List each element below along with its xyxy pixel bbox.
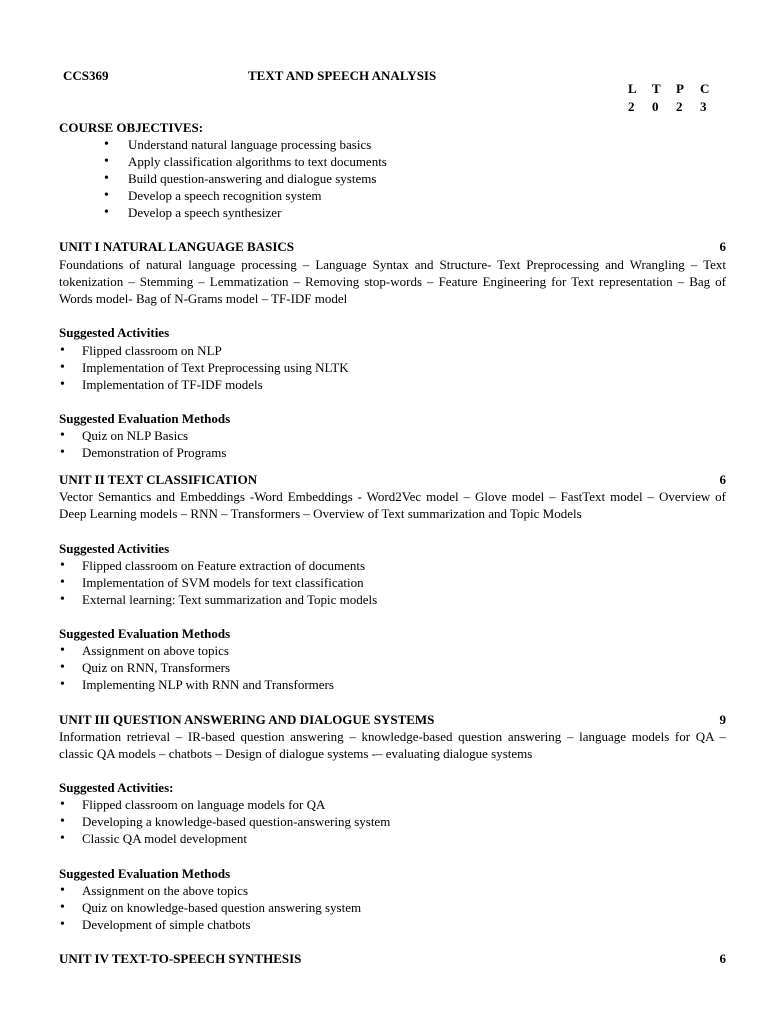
activity-item: • Implementation of SVM models for text classification <box>59 574 377 591</box>
evaluation-item: • Quiz on knowledge-based question answering system <box>59 899 361 916</box>
unit-3-title: UNIT III QUESTION ANSWERING AND DIALOGUE SYSTEMS <box>59 712 435 727</box>
ltpc-values <box>628 98 724 116</box>
course-code: CCS369 <box>63 68 109 83</box>
ltpc-value-c: 3 <box>700 99 707 114</box>
unit-1-activities-heading: Suggested Activities <box>59 325 170 340</box>
unit-4-title: UNIT IV TEXT-TO-SPEECH SYNTHESIS <box>59 951 302 966</box>
objectives-heading: COURSE OBJECTIVES: <box>59 120 204 135</box>
ltpc-value-t: 0 <box>652 99 659 114</box>
ltpc-label-l: L <box>628 81 637 96</box>
activity-item: • Flipped classroom on NLP <box>59 342 349 359</box>
unit-2-hours: 6 <box>719 472 726 487</box>
objectives-list <box>104 136 387 221</box>
objective-item: • Apply classification algorithms to text documents <box>104 153 387 170</box>
activity-item: • Flipped classroom on language models for QA <box>59 796 390 813</box>
activity-item: • Flipped classroom on Feature extraction of documents <box>59 557 377 574</box>
unit-2-evaluation-heading: Suggested Evaluation Methods <box>59 626 231 641</box>
objective-item: • Develop a speech synthesizer <box>104 204 387 221</box>
ltpc-labels <box>628 80 724 98</box>
activity-item: • External learning: Text summarization and Topic models <box>59 591 377 608</box>
unit-2-evaluation-list <box>59 642 334 693</box>
course-title: TEXT AND SPEECH ANALYSIS <box>248 68 437 83</box>
ltpc-label-c: C <box>700 81 710 96</box>
objective-item: • Develop a speech recognition system <box>104 187 387 204</box>
unit-1-hours: 6 <box>719 239 726 254</box>
ltpc-table <box>628 80 724 116</box>
activity-item: • Developing a knowledge-based question-answering system <box>59 813 390 830</box>
unit-3-hours: 9 <box>719 712 726 727</box>
evaluation-item: • Implementing NLP with RNN and Transformers <box>59 676 334 693</box>
evaluation-item: • Development of simple chatbots <box>59 916 361 933</box>
unit-1-evaluation-heading: Suggested Evaluation Methods <box>59 411 231 426</box>
evaluation-item: • Assignment on above topics <box>59 642 334 659</box>
unit-2-title: UNIT II TEXT CLASSIFICATION <box>59 472 258 487</box>
activity-item: • Classic QA model development <box>59 830 390 847</box>
unit-1-description: Foundations of natural language processing – Language Syntax and Structure- Text Preprocessing and Wrangling – Text tokenization – Stemming – Lemmatization – Removing stop-words – Feature Engineering for Text representation – Bag of Words model- Bag of N-Grams model – TF-IDF model <box>59 257 726 306</box>
unit-3-evaluation-heading: Suggested Evaluation Methods <box>59 866 231 881</box>
ltpc-value-l: 2 <box>628 99 635 114</box>
unit-2-activities-heading: Suggested Activities <box>59 541 170 556</box>
activity-item: • Implementation of TF-IDF models <box>59 376 349 393</box>
ltpc-value-p: 2 <box>676 99 683 114</box>
ltpc-label-t: T <box>652 81 661 96</box>
unit-1-evaluation-list <box>59 427 226 461</box>
evaluation-item: • Assignment on the above topics <box>59 882 361 899</box>
activity-item: • Implementation of Text Preprocessing using NLTK <box>59 359 349 376</box>
unit-3-activities-list <box>59 796 390 847</box>
objective-item: • Understand natural language processing basics <box>104 136 387 153</box>
unit-3-activities-heading: Suggested Activities: <box>59 780 174 795</box>
objective-item: • Build question-answering and dialogue systems <box>104 170 387 187</box>
ltpc-label-p: P <box>676 81 684 96</box>
evaluation-item: • Quiz on RNN, Transformers <box>59 659 334 676</box>
evaluation-item: • Demonstration of Programs <box>59 444 226 461</box>
unit-2-activities-list <box>59 557 377 608</box>
unit-3-description: Information retrieval – IR-based question answering – knowledge-based question answering – language models for QA – classic QA models – chatbots – Design of dialogue systems -– evaluating dialogue systems <box>59 729 726 761</box>
evaluation-item: • Quiz on NLP Basics <box>59 427 226 444</box>
unit-1-title: UNIT I NATURAL LANGUAGE BASICS <box>59 239 295 254</box>
unit-3-evaluation-list <box>59 882 361 933</box>
unit-2-description: Vector Semantics and Embeddings -Word Embeddings - Word2Vec model – Glove model – FastText model – Overview of Deep Learning models – RNN – Transformers – Overview of Text summarization and Topic Models <box>59 489 726 521</box>
unit-1-activities-list <box>59 342 349 393</box>
unit-4-hours: 6 <box>719 951 726 966</box>
